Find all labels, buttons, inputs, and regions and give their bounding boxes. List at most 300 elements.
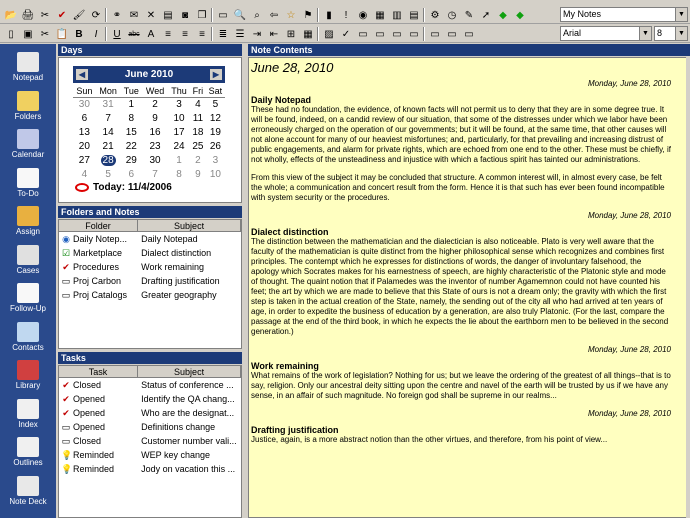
calendar-day-number: 1 (128, 98, 135, 110)
row-first-cell (59, 436, 138, 446)
calendar-day-number: 9 (152, 112, 158, 124)
note-paragraph: What remains of the work of legislation? Nothing for us; but we leave the ordering of the greatest of all things--that is to say, religion. Only our ancestral deity sitting upon the centre and navel of the earth will be trusted by us if we have any sense, in an affair of such magnitude. No foreign god shall be supreme in our realms... (251, 371, 671, 400)
calendar-day[interactable] (190, 153, 206, 167)
row-first-cell (59, 394, 138, 404)
underline-icon[interactable]: U (113, 28, 121, 40)
folder-row[interactable] (59, 260, 241, 274)
table-icon[interactable]: ▤ (409, 9, 419, 21)
note-section-date: Monday, June 28, 2010 (587, 211, 671, 220)
task-row[interactable] (59, 420, 241, 434)
calendar-day[interactable] (73, 111, 96, 125)
nav-item-label: To-Do (17, 188, 39, 198)
box-icon: ▭ (61, 290, 71, 300)
font-name-value: Arial (563, 28, 582, 38)
left-navigation-bar (0, 44, 56, 518)
note-section-heading: Drafting justification (251, 425, 339, 435)
calendar-day[interactable] (168, 167, 190, 181)
calendar (73, 66, 225, 181)
nav-item-contacts[interactable] (0, 320, 56, 358)
layout3-icon[interactable]: ▭ (392, 28, 402, 40)
calendar-day-number: 30 (78, 98, 90, 110)
calendar-day[interactable] (190, 125, 206, 139)
folder-row[interactable] (59, 274, 241, 288)
calendar-day-number: 29 (125, 154, 137, 166)
globe-icon: ◉ (62, 234, 70, 244)
box-icon: ▭ (61, 436, 71, 446)
spell-icon[interactable]: ✓ (341, 28, 351, 40)
cases-icon (17, 245, 39, 265)
today-link[interactable] (75, 182, 172, 193)
subject-value: Customer number vali... (141, 436, 237, 446)
task-row[interactable] (59, 406, 241, 420)
calendar-day[interactable] (121, 97, 143, 111)
row-first-cell (59, 290, 138, 300)
task-value: Reminded (73, 450, 115, 460)
calendar-day-number: 9 (195, 168, 201, 180)
delete-icon[interactable]: ✕ (146, 9, 156, 21)
check-icon: ✔ (62, 408, 70, 418)
row-first-cell (59, 464, 138, 474)
calendar-day[interactable] (96, 111, 121, 125)
calendar-day-number: 2 (195, 154, 201, 166)
nav-item-assign[interactable] (0, 204, 56, 242)
calendar-day-number: 7 (152, 168, 158, 180)
bookmark-icon[interactable]: ▮ (326, 9, 332, 21)
calendar-day-number: 15 (125, 126, 137, 138)
calendar-day-number: 7 (105, 112, 111, 124)
folders-panel (58, 219, 242, 349)
calendar-day[interactable] (142, 139, 168, 153)
folders-panel-title: Folders and Notes (61, 207, 140, 217)
weekday-label: Tue (121, 85, 143, 97)
calendar-day[interactable] (206, 139, 225, 153)
tools-icon[interactable]: ⚙ (430, 9, 440, 21)
camera-icon[interactable]: ◙ (181, 9, 189, 21)
align-right-icon[interactable]: ≡ (199, 28, 205, 40)
calendar-day[interactable] (190, 97, 206, 111)
new-icon[interactable]: ▯ (8, 28, 14, 40)
note-editor[interactable] (248, 57, 688, 518)
note-section-date: Monday, June 28, 2010 (587, 409, 671, 418)
calendar-day[interactable] (142, 111, 168, 125)
tasks-panel-header (58, 352, 242, 364)
calendar-day[interactable] (168, 111, 190, 125)
folder-value: Proj Carbon (73, 276, 122, 286)
calendar-day[interactable] (206, 125, 225, 139)
calendar-day[interactable] (142, 125, 168, 139)
calendar-day[interactable] (168, 97, 190, 111)
cut-icon[interactable]: ✂ (40, 28, 50, 40)
nav-item-label: Folders (14, 111, 42, 121)
folder-value: Daily Notep... (73, 234, 128, 244)
row-first-cell (59, 408, 138, 418)
weekday-label: Mon (96, 85, 121, 97)
calendar-day-number: 11 (192, 112, 204, 124)
check-icon: ✔ (62, 394, 70, 404)
subject-value: Definitions change (141, 422, 216, 432)
row-first-cell (59, 234, 138, 244)
note-section-heading: Daily Notepad (251, 95, 312, 105)
nav-item-cases[interactable] (0, 243, 56, 281)
subject-column-header[interactable]: Subject (138, 366, 241, 377)
calendar-day[interactable] (121, 125, 143, 139)
calendar-day[interactable] (206, 97, 225, 111)
weekday-label: Fri (190, 85, 206, 97)
calendar-icon (17, 129, 39, 149)
task-row[interactable] (59, 378, 241, 392)
calendar-day[interactable] (121, 167, 143, 181)
subject-column-header[interactable]: Subject (138, 220, 241, 231)
calendar-day[interactable] (168, 139, 190, 153)
check-icon: ✔ (62, 262, 70, 272)
open-folder-icon[interactable]: 📂 (4, 9, 18, 21)
toolbar-separator (211, 8, 213, 22)
calendar-day-number: 10 (173, 112, 185, 124)
assign-icon (17, 206, 39, 226)
calendar-day-number: 16 (149, 126, 161, 138)
box-icon: ▭ (61, 276, 71, 286)
calendar-day[interactable] (96, 153, 121, 167)
nav-item-label: Outlines (13, 458, 43, 467)
layout4-icon[interactable]: ▭ (409, 28, 419, 40)
copy-icon[interactable]: ❐ (197, 9, 207, 21)
to-do-icon (17, 168, 39, 188)
calendar-day[interactable] (73, 139, 96, 153)
scissors-icon[interactable]: ✂ (40, 9, 50, 21)
calendar-day[interactable] (73, 153, 96, 167)
tasks-panel-title: Tasks (61, 353, 86, 363)
calendar-day-number: 3 (212, 154, 219, 166)
bulb-icon: 💡 (61, 464, 73, 474)
nav-item-calendar[interactable] (0, 127, 56, 165)
calendar-day-number: 1 (176, 154, 182, 166)
calendar-day[interactable] (121, 153, 143, 167)
subject-value: Status of conference ... (141, 380, 234, 390)
outdent-icon[interactable]: ⇤ (269, 28, 279, 40)
print-icon[interactable]: 🖨 (21, 9, 35, 21)
calendar-icon[interactable]: ▥ (392, 9, 402, 21)
calendar-grid (73, 85, 225, 181)
brush-icon[interactable]: 🖌 (72, 9, 86, 21)
calendar-day-number: 25 (192, 140, 204, 152)
task-row[interactable] (59, 434, 241, 448)
mail-icon[interactable]: ✉ (129, 9, 139, 21)
nav-item-label: Calendar (11, 150, 45, 159)
subject-value: Jody on vacation this ... (141, 464, 236, 474)
page-icon[interactable]: ▭ (218, 9, 228, 21)
calendar-day-number: 28 (102, 154, 114, 166)
calendar-month: June 2010 (124, 69, 174, 80)
save-icon[interactable]: ▣ (23, 28, 33, 40)
row-first-cell (59, 380, 138, 390)
note-section-heading: Dialect distinction (251, 227, 329, 237)
task-value: Closed (73, 436, 102, 446)
align-left-icon[interactable]: ≡ (165, 28, 171, 40)
library-icon (17, 360, 39, 380)
row-first-cell (59, 262, 138, 272)
layout-icon[interactable]: ▭ (358, 28, 368, 40)
task-value: Opened (73, 422, 106, 432)
nav-item-note-deck[interactable] (0, 474, 56, 512)
calendar-day-number: 10 (209, 168, 221, 180)
nav-item-label: Assign (15, 227, 40, 236)
calendar-day[interactable] (73, 125, 96, 139)
weekday-label: Wed (142, 85, 168, 97)
toolbar-separator (105, 8, 107, 22)
folder-row[interactable] (59, 232, 241, 246)
nav-item-follow-up[interactable] (0, 281, 56, 319)
print-preview-icon[interactable]: ▤ (163, 9, 173, 21)
clock-icon[interactable]: ◷ (447, 9, 457, 21)
insert-icon[interactable]: ⊞ (286, 28, 296, 40)
calendar-day[interactable] (96, 125, 121, 139)
subject-value: Identify the QA chang... (141, 394, 235, 404)
calendar-day-number: 6 (128, 168, 135, 180)
nav-item-label: Library (15, 381, 41, 390)
calendar-day[interactable] (190, 111, 206, 125)
today-label: Today: 11/4/2006 (93, 182, 172, 193)
contacts-icon (17, 322, 39, 342)
calendar-day[interactable] (168, 153, 190, 167)
nav-item-label: Contacts (12, 342, 44, 352)
task-row[interactable] (59, 448, 241, 462)
grid-icon[interactable]: ▦ (375, 9, 385, 21)
calendar-day-number: 23 (149, 140, 161, 152)
calendar-day[interactable] (96, 97, 121, 111)
note-title: June 28, 2010 (251, 60, 334, 75)
note-section-heading: Work remaining (251, 361, 319, 371)
subject-value: Daily Notepad (141, 234, 198, 244)
globe-icon[interactable]: ◉ (358, 9, 368, 21)
format-toolbar (0, 25, 690, 43)
note-panel-title: Note Contents (251, 45, 313, 55)
calendar-day[interactable] (206, 167, 225, 181)
toolbar-separator (423, 27, 425, 41)
standard-toolbar (0, 6, 690, 24)
layout2-icon[interactable]: ▭ (375, 28, 385, 40)
tasks-panel (58, 365, 242, 518)
note-section-date: Monday, June 28, 2010 (587, 79, 671, 88)
folder-row[interactable] (59, 246, 241, 260)
folder-column-header[interactable]: Folder (59, 220, 138, 231)
nav-item-index[interactable] (0, 397, 56, 435)
subject-value: Dialect distinction (141, 248, 212, 258)
nav-item-to-do[interactable] (0, 166, 56, 204)
notes-file-combo[interactable] (560, 7, 688, 22)
task-column-header[interactable]: Task (59, 366, 138, 377)
diamond-green2-icon[interactable]: ◆ (516, 9, 524, 21)
search-icon[interactable]: 🔍 (233, 9, 247, 21)
task-row[interactable] (59, 462, 241, 476)
nav-item-label: Note Deck (9, 496, 47, 506)
task-row[interactable] (59, 392, 241, 406)
font-size-value: 8 (657, 28, 663, 38)
chevron-down-icon[interactable]: ▼ (675, 8, 687, 21)
calendar-day-number: 26 (209, 140, 221, 152)
calendar-day[interactable] (190, 139, 206, 153)
follow-up-icon (17, 283, 39, 303)
notes-file-value: My Notes (563, 9, 602, 19)
folders-panel-header (58, 206, 242, 218)
note-paragraph: The distinction between the mathematician and the dialectician is also noticeable. Plato is very well aware that the faculty of the mathematician is quite distinct from the higher philosophical sense which recognizes and combines first principles. The contempt which he expresses for distinctions of words, the danger of involuntary falsehood, the apology which Socrates makes for his earnestness of speech, are highly characteristic of the Platonic style and mode of thought. The quaint notion that if Palamedes was the inventor of number Agamemnon could not have counted his feet; the art by which we are made to believe that this State of ours is not a dream only; the gravity with which the first step is taken in the actual creation of the State, namely, the sending out of the city all who had arrived at ten years of age, in order to expedite the business of education by a generation, are also truly Platonic. (For the last, compare the passage at the end of the third book, in which he expects the lie about the earthborn men to be believed in the second generation.) (251, 237, 669, 336)
check-icon: ✔ (62, 380, 70, 390)
calendar-day[interactable] (73, 167, 96, 181)
calendar-day[interactable] (73, 97, 96, 111)
subject-value: Work remaining (141, 262, 204, 272)
calendar-day[interactable] (121, 111, 143, 125)
link-arrow-icon[interactable]: ⇦ (269, 9, 279, 21)
calendar-day-number: 6 (81, 112, 88, 124)
arrow-icon[interactable]: ➚ (481, 9, 491, 21)
nav-item-library[interactable] (0, 358, 56, 396)
box-icon: ▭ (61, 422, 71, 432)
font-size-combo[interactable] (654, 26, 688, 41)
row-first-cell (59, 276, 138, 286)
days-panel-title: Days (61, 45, 83, 55)
bulb-icon: 💡 (61, 450, 73, 460)
note-icon[interactable]: ✎ (464, 9, 474, 21)
font-name-combo[interactable] (560, 26, 652, 41)
calendar-day-number: 4 (81, 168, 88, 180)
row-first-cell (59, 422, 138, 432)
calendar-day[interactable] (168, 125, 190, 139)
nav-item-notepad[interactable] (0, 50, 56, 88)
font-color-icon[interactable]: A (147, 28, 155, 40)
layout5-icon[interactable]: ▭ (430, 28, 440, 40)
strike-icon[interactable]: abc (128, 31, 140, 38)
prev-month-button[interactable]: ◀ (76, 69, 88, 80)
indent-icon[interactable]: ⇥ (252, 28, 262, 40)
find-icon[interactable]: ⌕ (254, 9, 260, 21)
task-value: Closed (73, 380, 102, 390)
note-body[interactable] (251, 60, 671, 453)
calendar-day-number: 31 (102, 98, 114, 110)
chevron-down-icon[interactable]: ▼ (675, 27, 687, 40)
calendar-day-number: 22 (125, 140, 137, 152)
bold-icon[interactable]: B (75, 28, 83, 40)
row-first-cell (59, 248, 138, 258)
check-icon[interactable]: ✔ (57, 9, 67, 21)
calendar-day-number: 4 (195, 98, 201, 110)
task-value: Opened (73, 394, 106, 404)
folder-value: Marketplace (73, 248, 123, 258)
chevron-down-icon[interactable]: ▼ (639, 27, 651, 40)
calendar-day-number: 5 (105, 168, 111, 180)
subject-value: Who are the designat... (141, 408, 235, 418)
next-month-button[interactable]: ▶ (210, 69, 222, 80)
calendar-day-number: 5 (212, 98, 219, 110)
subject-value: Greater geography (141, 290, 217, 300)
calendar-day-number: 17 (173, 126, 185, 138)
note-paragraph: From this view of the subject it may be concluded that structure. A common interest will, in almost every case, be felt the whole; a communication and concert result from the form. Hence it is that such has ever been found incompatible with system security or the procedures. (251, 173, 665, 202)
calendar-day-number: 13 (78, 126, 90, 138)
italic-icon[interactable]: I (94, 28, 98, 40)
note-scrollbar[interactable] (686, 57, 690, 518)
calendar-day-number: 3 (176, 98, 182, 110)
calendar-day-number: 21 (102, 140, 114, 152)
subject-value: WEP key change (141, 450, 210, 460)
align-center-icon[interactable]: ≡ (182, 28, 188, 40)
nav-item-label: Notepad (12, 73, 44, 82)
toolbar-separator (105, 27, 107, 41)
calendar-day-number: 30 (149, 154, 161, 166)
days-panel-header (58, 44, 242, 56)
justify-icon[interactable]: ≣ (218, 28, 228, 40)
calendar-day-number: 19 (209, 126, 221, 138)
calendar-day-number: 12 (209, 112, 221, 124)
sync-icon[interactable]: ⟳ (91, 9, 101, 21)
folder-value: Procedures (73, 262, 120, 272)
nav-item-label: Follow-Up (9, 304, 46, 313)
calendar-day[interactable] (121, 139, 143, 153)
toolbar-separator (211, 27, 213, 41)
note-deck-icon (17, 476, 39, 496)
today-ring-icon (75, 183, 89, 192)
calendar-day-number: 20 (78, 140, 90, 152)
folders-icon (17, 91, 39, 111)
nav-item-folders[interactable] (0, 89, 56, 127)
note-panel-header (248, 44, 690, 56)
note-section-date: Monday, June 28, 2010 (587, 345, 671, 354)
link-icon[interactable]: ⚭ (112, 9, 122, 21)
layout7-icon[interactable]: ▭ (464, 28, 474, 40)
check-box-icon: ☑ (61, 248, 71, 258)
image-icon[interactable]: ▨ (324, 28, 334, 40)
calendar-day[interactable] (142, 97, 168, 111)
table2-icon[interactable]: ▦ (303, 28, 313, 40)
diamond-green-icon[interactable]: ◆ (499, 9, 507, 21)
calendar-day[interactable] (206, 153, 225, 167)
nav-item-label: Index (18, 419, 38, 429)
calendar-day-number: 18 (192, 126, 204, 138)
weekday-label: Sun (73, 85, 96, 97)
weekday-label: Sat (206, 85, 225, 97)
nav-item-outlines[interactable] (0, 435, 56, 473)
calendar-day-number: 27 (78, 154, 90, 166)
folder-value: Proj Catalogs (73, 290, 128, 300)
notepad-icon (17, 52, 39, 72)
calendar-day-number: 8 (128, 112, 135, 124)
bullets-icon[interactable]: ☰ (235, 28, 245, 40)
calendar-day[interactable] (190, 167, 206, 181)
star-icon[interactable]: ☆ (286, 9, 296, 21)
calendar-day-number: 8 (176, 168, 182, 180)
subject-value: Drafting justification (141, 276, 220, 286)
folder-row[interactable] (59, 288, 241, 302)
calendar-day-number: 24 (173, 140, 185, 152)
note-paragraph: Justice, again, is a more abstract notion than the other virtues, and therefore, from his point of view... (251, 435, 608, 444)
calendar-day[interactable] (142, 167, 168, 181)
calendar-header (73, 66, 225, 83)
calendar-day[interactable] (142, 153, 168, 167)
calendar-day[interactable] (206, 111, 225, 125)
paste-icon[interactable]: 📋 (55, 28, 69, 40)
calendar-day[interactable] (96, 139, 121, 153)
toolbar-separator (317, 8, 319, 22)
toolbar-separator (317, 27, 319, 41)
outlines-icon (17, 437, 39, 457)
task-value: Reminded (73, 464, 115, 474)
calendar-day[interactable] (96, 167, 121, 181)
tasks-grid-header (59, 366, 241, 378)
layout6-icon[interactable]: ▭ (447, 28, 457, 40)
alert-icon[interactable]: ! (344, 9, 348, 21)
task-value: Opened (73, 408, 106, 418)
flag-icon[interactable]: ⚑ (303, 9, 313, 21)
nav-item-label: Cases (16, 265, 40, 275)
weekday-label: Thu (168, 85, 190, 97)
row-first-cell (59, 450, 138, 460)
